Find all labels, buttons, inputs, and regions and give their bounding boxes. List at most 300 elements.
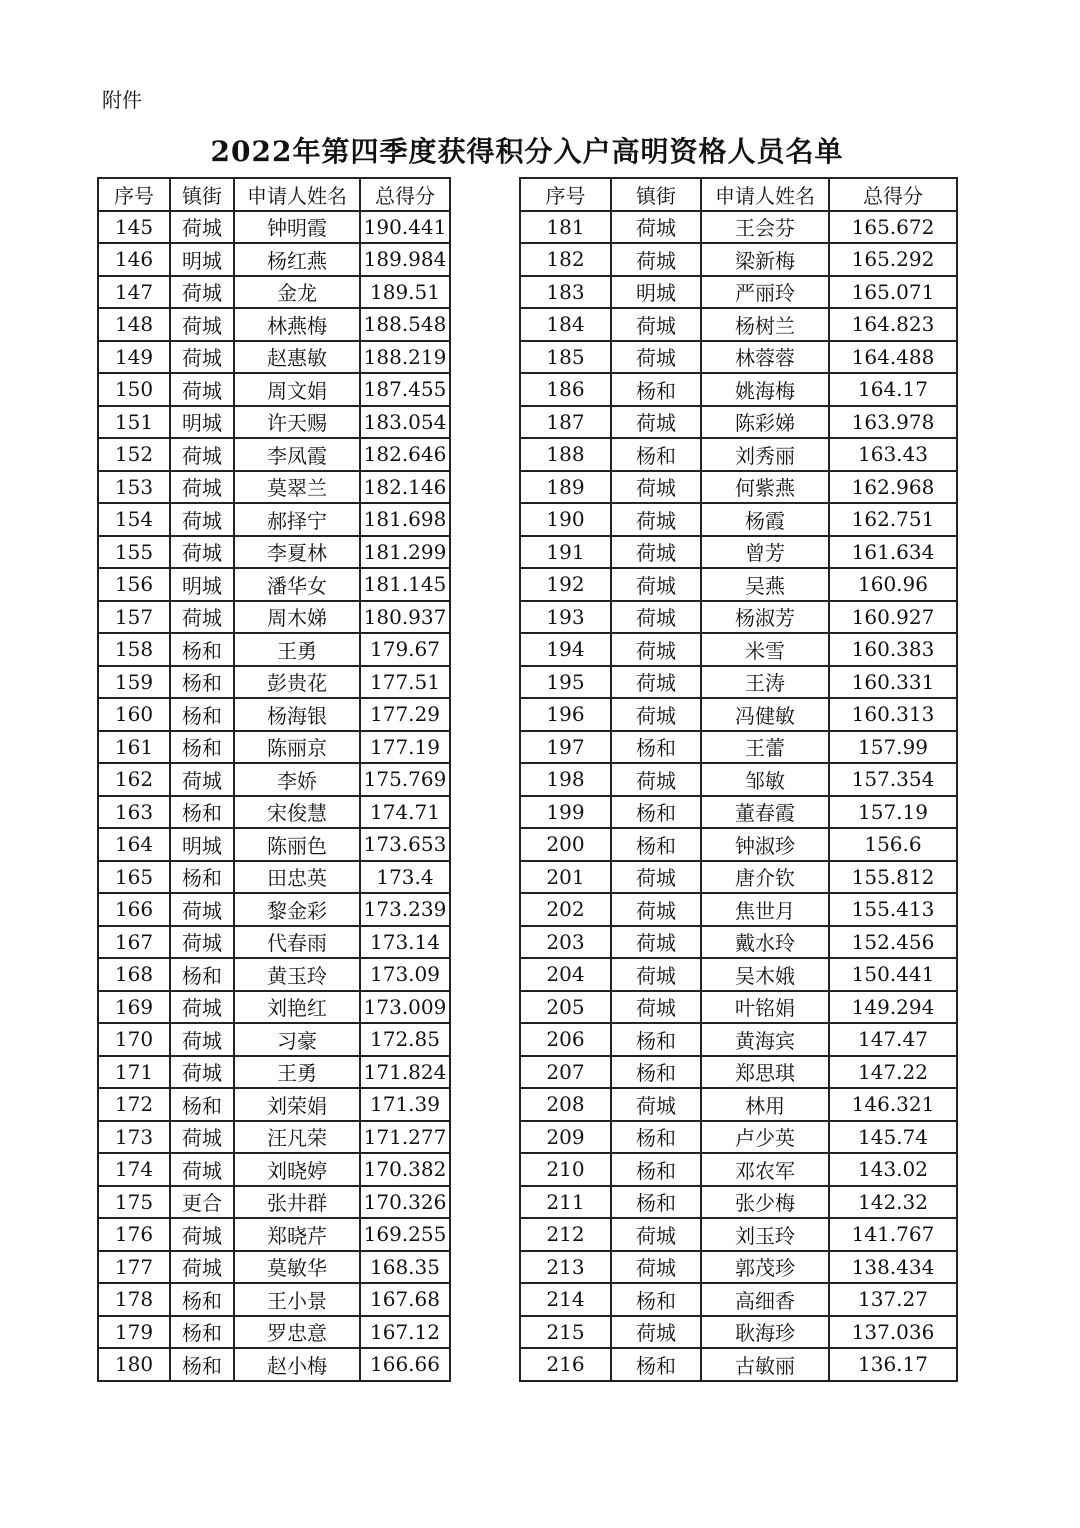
table-row bbox=[520, 406, 957, 439]
row-town: 荷城 bbox=[611, 503, 701, 536]
row-score: 190.441 bbox=[360, 211, 450, 244]
row-score: 149.294 bbox=[829, 991, 957, 1024]
row-town: 杨和 bbox=[170, 731, 234, 764]
row-index: 155 bbox=[98, 536, 170, 569]
row-town: 杨和 bbox=[170, 666, 234, 699]
row-name: 陈丽色 bbox=[234, 828, 360, 861]
row-index: 149 bbox=[98, 341, 170, 374]
row-score: 166.66 bbox=[360, 1348, 450, 1381]
row-score: 157.99 bbox=[829, 731, 957, 764]
table-row bbox=[98, 991, 450, 1024]
row-name: 古敏丽 bbox=[701, 1348, 829, 1381]
row-index: 194 bbox=[520, 633, 611, 666]
row-index: 185 bbox=[520, 341, 611, 374]
row-score: 162.968 bbox=[829, 471, 957, 504]
table-row bbox=[98, 763, 450, 796]
row-index: 193 bbox=[520, 601, 611, 634]
row-town: 荷城 bbox=[170, 1056, 234, 1089]
row-index: 165 bbox=[98, 861, 170, 894]
row-name: 郭茂珍 bbox=[701, 1251, 829, 1284]
row-index: 157 bbox=[98, 601, 170, 634]
row-score: 173.09 bbox=[360, 958, 450, 991]
row-score: 136.17 bbox=[829, 1348, 957, 1381]
col-header-name: 申请人姓名 bbox=[701, 178, 829, 211]
row-name: 陈丽京 bbox=[234, 731, 360, 764]
row-name: 王勇 bbox=[234, 1056, 360, 1089]
row-town: 荷城 bbox=[611, 243, 701, 276]
row-index: 209 bbox=[520, 1121, 611, 1154]
row-index: 191 bbox=[520, 536, 611, 569]
row-town: 杨和 bbox=[170, 698, 234, 731]
row-name: 刘荣娟 bbox=[234, 1088, 360, 1121]
row-name: 焦世月 bbox=[701, 893, 829, 926]
row-index: 197 bbox=[520, 731, 611, 764]
row-score: 179.67 bbox=[360, 633, 450, 666]
row-town: 荷城 bbox=[170, 893, 234, 926]
row-index: 204 bbox=[520, 958, 611, 991]
row-name: 王蕾 bbox=[701, 731, 829, 764]
row-score: 182.146 bbox=[360, 471, 450, 504]
row-name: 王勇 bbox=[234, 633, 360, 666]
row-index: 182 bbox=[520, 243, 611, 276]
table-row bbox=[98, 503, 450, 536]
row-name: 钟淑珍 bbox=[701, 828, 829, 861]
row-score: 165.071 bbox=[829, 276, 957, 309]
row-town: 荷城 bbox=[170, 763, 234, 796]
row-name: 刘晓婷 bbox=[234, 1153, 360, 1186]
table-row bbox=[520, 828, 957, 861]
table-row bbox=[520, 308, 957, 341]
row-name: 唐介钦 bbox=[701, 861, 829, 894]
row-town: 荷城 bbox=[611, 633, 701, 666]
row-score: 143.02 bbox=[829, 1153, 957, 1186]
row-score: 147.47 bbox=[829, 1023, 957, 1056]
row-name: 代春雨 bbox=[234, 926, 360, 959]
table-row bbox=[98, 828, 450, 861]
row-index: 156 bbox=[98, 568, 170, 601]
row-name: 曾芳 bbox=[701, 536, 829, 569]
row-index: 169 bbox=[98, 991, 170, 1024]
row-town: 荷城 bbox=[611, 568, 701, 601]
row-index: 195 bbox=[520, 666, 611, 699]
row-index: 168 bbox=[98, 958, 170, 991]
row-score: 138.434 bbox=[829, 1251, 957, 1284]
row-score: 160.313 bbox=[829, 698, 957, 731]
row-name: 杨淑芳 bbox=[701, 601, 829, 634]
row-index: 152 bbox=[98, 438, 170, 471]
row-index: 171 bbox=[98, 1056, 170, 1089]
table-row bbox=[98, 373, 450, 406]
row-index: 178 bbox=[98, 1283, 170, 1316]
table-row bbox=[98, 1218, 450, 1251]
row-score: 157.19 bbox=[829, 796, 957, 829]
row-score: 181.698 bbox=[360, 503, 450, 536]
table-row bbox=[520, 568, 957, 601]
row-index: 187 bbox=[520, 406, 611, 439]
row-town: 荷城 bbox=[170, 991, 234, 1024]
row-town: 荷城 bbox=[170, 1153, 234, 1186]
row-town: 明城 bbox=[170, 406, 234, 439]
row-name: 林蓉蓉 bbox=[701, 341, 829, 374]
row-town: 杨和 bbox=[611, 438, 701, 471]
row-town: 荷城 bbox=[170, 1121, 234, 1154]
row-name: 赵小梅 bbox=[234, 1348, 360, 1381]
row-index: 180 bbox=[98, 1348, 170, 1381]
row-town: 荷城 bbox=[611, 406, 701, 439]
row-index: 154 bbox=[98, 503, 170, 536]
row-index: 203 bbox=[520, 926, 611, 959]
row-name: 耿海珍 bbox=[701, 1316, 829, 1349]
table-row bbox=[520, 471, 957, 504]
row-name: 刘秀丽 bbox=[701, 438, 829, 471]
row-score: 188.219 bbox=[360, 341, 450, 374]
table-row bbox=[520, 243, 957, 276]
row-town: 杨和 bbox=[611, 1121, 701, 1154]
table-row bbox=[98, 211, 450, 244]
row-index: 166 bbox=[98, 893, 170, 926]
row-index: 174 bbox=[98, 1153, 170, 1186]
table-row bbox=[98, 1056, 450, 1089]
row-town: 荷城 bbox=[611, 308, 701, 341]
row-name: 田忠英 bbox=[234, 861, 360, 894]
row-score: 168.35 bbox=[360, 1251, 450, 1284]
row-town: 杨和 bbox=[611, 1056, 701, 1089]
row-score: 146.321 bbox=[829, 1088, 957, 1121]
row-town: 杨和 bbox=[170, 633, 234, 666]
table-row bbox=[98, 536, 450, 569]
row-name: 李夏林 bbox=[234, 536, 360, 569]
row-town: 杨和 bbox=[611, 1186, 701, 1219]
row-town: 荷城 bbox=[611, 991, 701, 1024]
row-town: 荷城 bbox=[170, 1218, 234, 1251]
table-row bbox=[98, 1316, 450, 1349]
row-name: 叶铭娟 bbox=[701, 991, 829, 1024]
row-score: 189.51 bbox=[360, 276, 450, 309]
table-row bbox=[98, 861, 450, 894]
row-name: 郑晓芹 bbox=[234, 1218, 360, 1251]
table-row bbox=[520, 1121, 957, 1154]
row-name: 王会芬 bbox=[701, 211, 829, 244]
row-town: 杨和 bbox=[170, 1283, 234, 1316]
row-index: 161 bbox=[98, 731, 170, 764]
row-index: 192 bbox=[520, 568, 611, 601]
row-index: 158 bbox=[98, 633, 170, 666]
row-index: 186 bbox=[520, 373, 611, 406]
row-name: 周文娟 bbox=[234, 373, 360, 406]
row-name: 邓农军 bbox=[701, 1153, 829, 1186]
row-score: 172.85 bbox=[360, 1023, 450, 1056]
col-header-name: 申请人姓名 bbox=[234, 178, 360, 211]
row-name: 钟明霞 bbox=[234, 211, 360, 244]
row-score: 150.441 bbox=[829, 958, 957, 991]
row-index: 215 bbox=[520, 1316, 611, 1349]
row-name: 严丽玲 bbox=[701, 276, 829, 309]
row-score: 163.43 bbox=[829, 438, 957, 471]
row-town: 杨和 bbox=[170, 796, 234, 829]
table-row bbox=[98, 308, 450, 341]
row-score: 157.354 bbox=[829, 763, 957, 796]
table-row bbox=[520, 1251, 957, 1284]
table-row bbox=[98, 796, 450, 829]
row-index: 177 bbox=[98, 1251, 170, 1284]
row-score: 160.927 bbox=[829, 601, 957, 634]
row-score: 170.326 bbox=[360, 1186, 450, 1219]
col-header-index: 序号 bbox=[520, 178, 611, 211]
table-row bbox=[520, 1186, 957, 1219]
table-row bbox=[520, 633, 957, 666]
row-name: 刘艳红 bbox=[234, 991, 360, 1024]
table-row bbox=[98, 1023, 450, 1056]
row-score: 173.14 bbox=[360, 926, 450, 959]
row-index: 147 bbox=[98, 276, 170, 309]
row-name: 李娇 bbox=[234, 763, 360, 796]
row-score: 152.456 bbox=[829, 926, 957, 959]
col-header-score: 总得分 bbox=[360, 178, 450, 211]
row-name: 汪凡荣 bbox=[234, 1121, 360, 1154]
row-score: 160.383 bbox=[829, 633, 957, 666]
row-score: 163.978 bbox=[829, 406, 957, 439]
row-town: 荷城 bbox=[170, 601, 234, 634]
row-name: 宋俊慧 bbox=[234, 796, 360, 829]
row-town: 荷城 bbox=[611, 1088, 701, 1121]
row-index: 211 bbox=[520, 1186, 611, 1219]
row-name: 冯健敏 bbox=[701, 698, 829, 731]
row-index: 183 bbox=[520, 276, 611, 309]
table-row bbox=[98, 568, 450, 601]
row-town: 明城 bbox=[611, 276, 701, 309]
table-row bbox=[520, 373, 957, 406]
table-row bbox=[520, 341, 957, 374]
table-header-row bbox=[520, 178, 957, 211]
row-name: 陈彩娣 bbox=[701, 406, 829, 439]
row-score: 165.672 bbox=[829, 211, 957, 244]
row-score: 155.812 bbox=[829, 861, 957, 894]
row-town: 杨和 bbox=[611, 731, 701, 764]
col-header-score: 总得分 bbox=[829, 178, 957, 211]
roster-table-right bbox=[519, 177, 958, 1382]
page-title: 2022年第四季度获得积分入户高明资格人员名单 bbox=[210, 135, 844, 168]
row-name: 郑思琪 bbox=[701, 1056, 829, 1089]
table-row bbox=[98, 341, 450, 374]
row-town: 明城 bbox=[170, 568, 234, 601]
row-index: 188 bbox=[520, 438, 611, 471]
row-town: 荷城 bbox=[611, 763, 701, 796]
row-name: 董春霞 bbox=[701, 796, 829, 829]
table-row bbox=[520, 763, 957, 796]
row-name: 金龙 bbox=[234, 276, 360, 309]
row-town: 杨和 bbox=[611, 828, 701, 861]
row-name: 杨红燕 bbox=[234, 243, 360, 276]
row-score: 169.255 bbox=[360, 1218, 450, 1251]
table-row bbox=[98, 958, 450, 991]
row-name: 罗忠意 bbox=[234, 1316, 360, 1349]
table-row bbox=[520, 731, 957, 764]
row-score: 167.12 bbox=[360, 1316, 450, 1349]
row-score: 167.68 bbox=[360, 1283, 450, 1316]
row-score: 181.145 bbox=[360, 568, 450, 601]
row-score: 174.71 bbox=[360, 796, 450, 829]
row-score: 161.634 bbox=[829, 536, 957, 569]
row-name: 莫翠兰 bbox=[234, 471, 360, 504]
row-name: 林燕梅 bbox=[234, 308, 360, 341]
row-score: 171.277 bbox=[360, 1121, 450, 1154]
row-index: 210 bbox=[520, 1153, 611, 1186]
table-row bbox=[520, 926, 957, 959]
row-town: 杨和 bbox=[170, 1088, 234, 1121]
row-score: 177.29 bbox=[360, 698, 450, 731]
table-row bbox=[98, 438, 450, 471]
row-index: 146 bbox=[98, 243, 170, 276]
row-score: 175.769 bbox=[360, 763, 450, 796]
row-score: 187.455 bbox=[360, 373, 450, 406]
table-row bbox=[98, 1348, 450, 1381]
table-row bbox=[520, 1283, 957, 1316]
row-index: 167 bbox=[98, 926, 170, 959]
row-score: 180.937 bbox=[360, 601, 450, 634]
table-row bbox=[98, 406, 450, 439]
row-score: 173.4 bbox=[360, 861, 450, 894]
row-score: 160.96 bbox=[829, 568, 957, 601]
row-name: 王小景 bbox=[234, 1283, 360, 1316]
row-name: 莫敏华 bbox=[234, 1251, 360, 1284]
table-row bbox=[98, 666, 450, 699]
row-index: 202 bbox=[520, 893, 611, 926]
table-row bbox=[98, 601, 450, 634]
row-name: 梁新梅 bbox=[701, 243, 829, 276]
row-name: 郝择宁 bbox=[234, 503, 360, 536]
row-town: 荷城 bbox=[611, 698, 701, 731]
row-name: 姚海梅 bbox=[701, 373, 829, 406]
row-index: 213 bbox=[520, 1251, 611, 1284]
row-town: 荷城 bbox=[170, 276, 234, 309]
row-score: 170.382 bbox=[360, 1153, 450, 1186]
row-score: 162.751 bbox=[829, 503, 957, 536]
row-town: 杨和 bbox=[170, 1316, 234, 1349]
row-index: 207 bbox=[520, 1056, 611, 1089]
row-name: 何紫燕 bbox=[701, 471, 829, 504]
row-index: 196 bbox=[520, 698, 611, 731]
table-row bbox=[98, 1251, 450, 1284]
row-score: 189.984 bbox=[360, 243, 450, 276]
row-index: 159 bbox=[98, 666, 170, 699]
row-score: 137.27 bbox=[829, 1283, 957, 1316]
row-name: 米雪 bbox=[701, 633, 829, 666]
row-town: 荷城 bbox=[611, 471, 701, 504]
row-score: 141.767 bbox=[829, 1218, 957, 1251]
table-row bbox=[520, 276, 957, 309]
row-name: 黄海宾 bbox=[701, 1023, 829, 1056]
row-index: 153 bbox=[98, 471, 170, 504]
row-score: 164.823 bbox=[829, 308, 957, 341]
row-name: 黎金彩 bbox=[234, 893, 360, 926]
row-index: 208 bbox=[520, 1088, 611, 1121]
row-town: 荷城 bbox=[170, 471, 234, 504]
row-score: 171.824 bbox=[360, 1056, 450, 1089]
row-index: 173 bbox=[98, 1121, 170, 1154]
row-town: 杨和 bbox=[611, 1348, 701, 1381]
table-row bbox=[520, 503, 957, 536]
row-town: 荷城 bbox=[170, 341, 234, 374]
row-town: 明城 bbox=[170, 243, 234, 276]
row-town: 杨和 bbox=[170, 1348, 234, 1381]
col-header-town: 镇街 bbox=[170, 178, 234, 211]
row-town: 荷城 bbox=[170, 211, 234, 244]
row-index: 163 bbox=[98, 796, 170, 829]
row-score: 173.009 bbox=[360, 991, 450, 1024]
row-index: 164 bbox=[98, 828, 170, 861]
row-town: 荷城 bbox=[611, 1316, 701, 1349]
row-town: 荷城 bbox=[611, 958, 701, 991]
row-index: 176 bbox=[98, 1218, 170, 1251]
row-name: 卢少英 bbox=[701, 1121, 829, 1154]
row-town: 荷城 bbox=[170, 1251, 234, 1284]
row-town: 更合 bbox=[170, 1186, 234, 1219]
row-index: 181 bbox=[520, 211, 611, 244]
row-index: 179 bbox=[98, 1316, 170, 1349]
table-row bbox=[98, 893, 450, 926]
row-name: 邹敏 bbox=[701, 763, 829, 796]
row-index: 214 bbox=[520, 1283, 611, 1316]
row-name: 李凤霞 bbox=[234, 438, 360, 471]
roster-table-left bbox=[97, 177, 451, 1382]
row-score: 181.299 bbox=[360, 536, 450, 569]
table-row bbox=[98, 926, 450, 959]
row-town: 荷城 bbox=[611, 211, 701, 244]
row-town: 荷城 bbox=[170, 373, 234, 406]
row-town: 荷城 bbox=[170, 308, 234, 341]
row-index: 198 bbox=[520, 763, 611, 796]
row-index: 199 bbox=[520, 796, 611, 829]
row-score: 142.32 bbox=[829, 1186, 957, 1219]
row-index: 162 bbox=[98, 763, 170, 796]
row-name: 刘玉玲 bbox=[701, 1218, 829, 1251]
row-town: 荷城 bbox=[170, 438, 234, 471]
row-town: 荷城 bbox=[611, 893, 701, 926]
table-row bbox=[98, 1121, 450, 1154]
row-index: 160 bbox=[98, 698, 170, 731]
table-row bbox=[520, 536, 957, 569]
row-town: 荷城 bbox=[170, 926, 234, 959]
row-score: 173.653 bbox=[360, 828, 450, 861]
table-row bbox=[98, 1088, 450, 1121]
row-town: 杨和 bbox=[611, 796, 701, 829]
row-name: 杨霞 bbox=[701, 503, 829, 536]
table-row bbox=[98, 1186, 450, 1219]
table-row bbox=[520, 1218, 957, 1251]
row-score: 145.74 bbox=[829, 1121, 957, 1154]
row-score: 160.331 bbox=[829, 666, 957, 699]
row-town: 杨和 bbox=[611, 373, 701, 406]
table-header-row bbox=[98, 178, 450, 211]
table-row bbox=[520, 796, 957, 829]
row-name: 张少梅 bbox=[701, 1186, 829, 1219]
attachment-label: 附件 bbox=[102, 88, 142, 112]
row-name: 林用 bbox=[701, 1088, 829, 1121]
table-row bbox=[98, 731, 450, 764]
row-score: 156.6 bbox=[829, 828, 957, 861]
table-row bbox=[98, 633, 450, 666]
row-score: 147.22 bbox=[829, 1056, 957, 1089]
row-index: 151 bbox=[98, 406, 170, 439]
row-score: 173.239 bbox=[360, 893, 450, 926]
table-row bbox=[520, 1056, 957, 1089]
row-town: 杨和 bbox=[611, 1153, 701, 1186]
table-row bbox=[520, 601, 957, 634]
row-name: 杨海银 bbox=[234, 698, 360, 731]
row-name: 吴燕 bbox=[701, 568, 829, 601]
table-row bbox=[520, 211, 957, 244]
table-row bbox=[98, 698, 450, 731]
